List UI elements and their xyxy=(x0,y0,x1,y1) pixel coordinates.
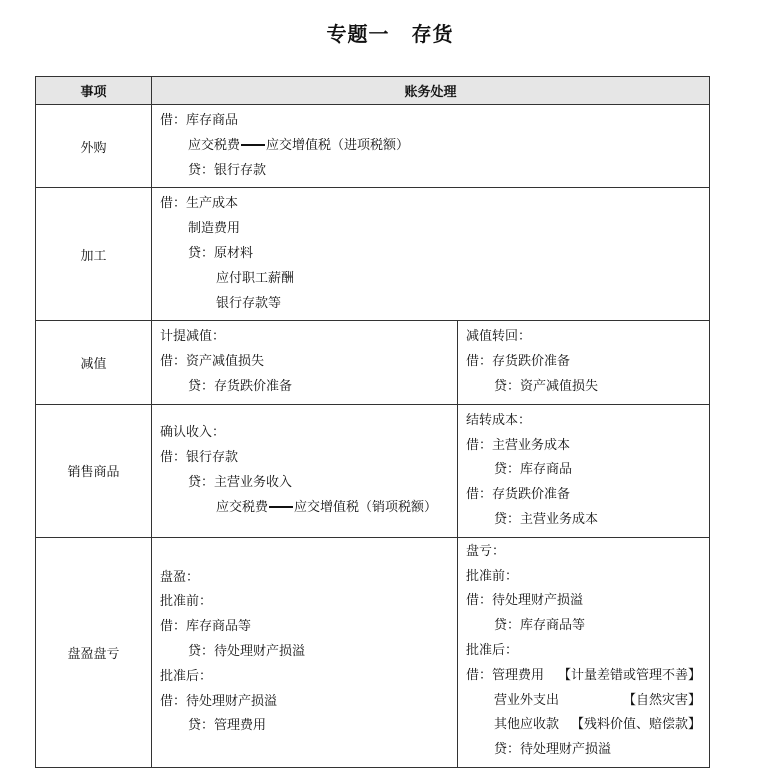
entry-line xyxy=(160,496,449,521)
entry-line: 借：银行存款 xyxy=(160,449,239,465)
entry-text: 应交增值税（销项税额） xyxy=(294,499,438,515)
title-main: 专题一 xyxy=(326,22,390,46)
entry-line: 借：库存商品等 xyxy=(160,619,252,635)
entry-line: 批准后： xyxy=(160,668,213,684)
entry-line: 贷：库存商品等 xyxy=(494,618,586,634)
entry-line: 银行存款等 xyxy=(216,295,282,311)
entry-cell-left xyxy=(152,321,458,404)
entry-line: 计提减值： xyxy=(160,329,226,345)
dash-separator xyxy=(241,144,265,146)
entry-cell-left xyxy=(152,537,458,767)
entry-line: 借：待处理财产损溢 xyxy=(160,693,278,709)
entry-line xyxy=(466,664,701,689)
entry-line: 确认收入： xyxy=(160,425,226,441)
entry-line: 贷：银行存款 xyxy=(188,162,267,178)
entry-text: 应交税费 xyxy=(216,499,269,515)
entry-line: 借：主营业务成本 xyxy=(466,437,571,453)
row-label: 销售商品 xyxy=(36,404,152,537)
entry-line: 贷：原材料 xyxy=(188,245,254,261)
entry-cell xyxy=(152,188,710,321)
entry-line: 借：库存商品 xyxy=(160,113,239,128)
entry-cell-right xyxy=(458,321,710,404)
entry-line: 贷：管理费用 xyxy=(188,718,267,734)
entry-line: 贷：待处理财产损溢 xyxy=(494,742,612,758)
entry-line xyxy=(160,134,701,159)
table-row-impairment xyxy=(36,321,710,404)
entry-text: 营业外支出 xyxy=(494,692,560,708)
header-item: 事项 xyxy=(36,77,152,105)
entry-line: 借：待处理财产损溢 xyxy=(466,593,584,609)
entry-text: 其他应收款 xyxy=(494,717,560,733)
entry-note: 【自然灾害】 xyxy=(623,692,702,708)
entry-note: 【计量差错或管理不善】 xyxy=(558,667,702,683)
table-row-purchase xyxy=(36,105,710,188)
entry-line: 批准前： xyxy=(160,594,213,610)
entry-line xyxy=(466,713,701,738)
entry-line: 批准前： xyxy=(466,568,519,584)
dash-separator xyxy=(269,506,293,508)
row-label: 外购 xyxy=(36,105,152,188)
entry-cell xyxy=(152,105,710,188)
row-label: 减值 xyxy=(36,321,152,404)
entry-line: 贷：待处理财产损溢 xyxy=(188,643,306,659)
entry-line: 贷：库存商品 xyxy=(494,462,573,478)
accounting-table xyxy=(35,76,710,768)
entry-line: 借：生产成本 xyxy=(160,196,239,212)
entry-line: 盘亏： xyxy=(466,543,506,559)
table-row-processing xyxy=(36,188,710,321)
table-row-sales xyxy=(36,404,710,537)
entry-line: 减值转回： xyxy=(466,329,532,345)
entry-text: 借：管理费用 xyxy=(466,667,545,683)
row-label: 盘盈盘亏 xyxy=(36,537,152,767)
table-header-row xyxy=(36,77,710,105)
entry-note: 【残料价值、赔偿款】 xyxy=(571,717,702,733)
entry-line xyxy=(466,689,701,714)
entry-line: 贷：主营业务成本 xyxy=(494,511,599,527)
entry-line: 贷：存货跌价准备 xyxy=(188,378,293,394)
entry-cell-right xyxy=(458,537,710,767)
entry-line: 结转成本： xyxy=(466,412,532,428)
entry-line: 借：存货跌价准备 xyxy=(466,487,571,503)
title-sub: 存货 xyxy=(411,22,454,46)
header-accounting: 账务处理 xyxy=(152,77,710,105)
entry-line: 制造费用 xyxy=(188,221,241,237)
table-row-inventory-count xyxy=(36,537,710,767)
page-title xyxy=(0,18,780,47)
entry-text: 应交增值税（进项税额） xyxy=(266,137,410,153)
entry-cell-left xyxy=(152,404,458,537)
entry-text: 应交税费 xyxy=(188,137,241,153)
entry-cell-right xyxy=(458,404,710,537)
row-label: 加工 xyxy=(36,188,152,321)
entry-line: 贷：主营业务收入 xyxy=(188,474,293,490)
entry-line: 批准后： xyxy=(466,642,519,658)
entry-line: 盘盈： xyxy=(160,569,200,585)
entry-line: 贷：资产减值损失 xyxy=(494,378,599,394)
entry-line: 借：存货跌价准备 xyxy=(466,354,571,370)
entry-line: 应付职工薪酬 xyxy=(216,270,295,286)
entry-line: 借：资产减值损失 xyxy=(160,354,265,370)
